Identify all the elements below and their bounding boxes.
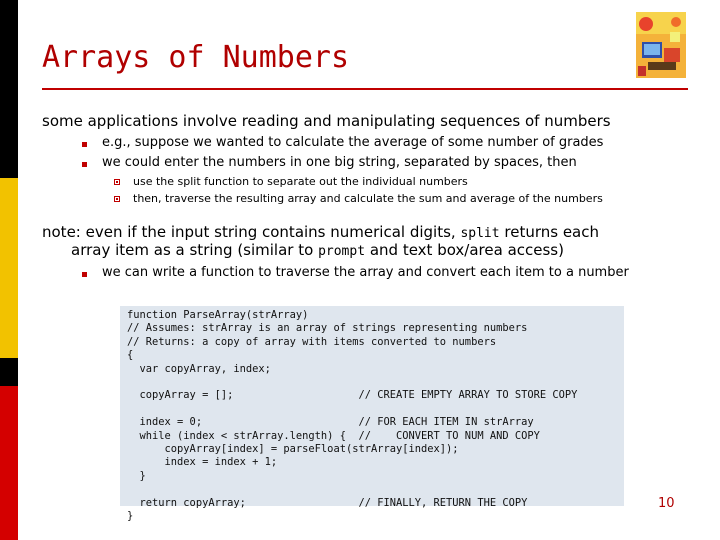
note-line2-end: and text box/area access) [369, 241, 564, 259]
stripe-red [0, 386, 18, 540]
page-number: 10 [658, 496, 675, 511]
note-text-start: note: even if the input string contains numerical digits, [42, 223, 456, 241]
stripe-black-top [0, 0, 18, 178]
sub-bullet-marker [114, 196, 120, 202]
slide-title: Arrays of Numbers [42, 40, 350, 75]
note-line2-start: array item as a string (similar to [71, 241, 314, 259]
sub-bullet-marker [114, 179, 120, 185]
bullet-average-grades: e.g., suppose we wanted to calculate the average of some number of grades [102, 135, 604, 150]
sub-bullet-traverse: then, traverse the resulting array and calculate the sum and average of the numbers [133, 192, 603, 205]
code-block [120, 306, 624, 523]
stripe-black-middle [0, 358, 18, 386]
title-underline [42, 88, 688, 90]
stripe-yellow [0, 178, 18, 358]
bullet-marker [82, 272, 87, 277]
note-line-1 [42, 223, 599, 241]
computer-collage-icon [636, 12, 686, 78]
sub-bullet-split: use the split function to separate out the individual numbers [133, 175, 468, 188]
split-code-term: split [460, 226, 500, 241]
bullet-one-big-string: we could enter the numbers in one big string, separated by spaces, then [102, 155, 577, 170]
bullet-marker [82, 142, 87, 147]
bullet-convert-function: we can write a function to traverse the array and convert each item to a number [102, 265, 629, 280]
bullet-marker [82, 162, 87, 167]
note-line-2 [71, 241, 564, 259]
note-text-end: returns each [504, 223, 599, 241]
prompt-code-term: prompt [318, 244, 366, 259]
code-listing: function ParseArray(strArray) // Assumes: strArray is an array of strings representing numbers // Returns: a copy of array with items converted to numbers { var copyArray, index; copyArray = []; // CREATE EMPTY ARRAY TO STORE COPY index = 0; // FOR EACH ITEM IN strArray while (index < strArray.length) { // CONVERT TO NUM AND COPY copyArray[index] = parseFloat(strArray[index]); index = index + 1; } return copyArray; // FINALLY, RETURN THE COPY } [127, 309, 578, 523]
intro-text: some applications involve reading and manipulating sequences of numbers [42, 112, 611, 130]
